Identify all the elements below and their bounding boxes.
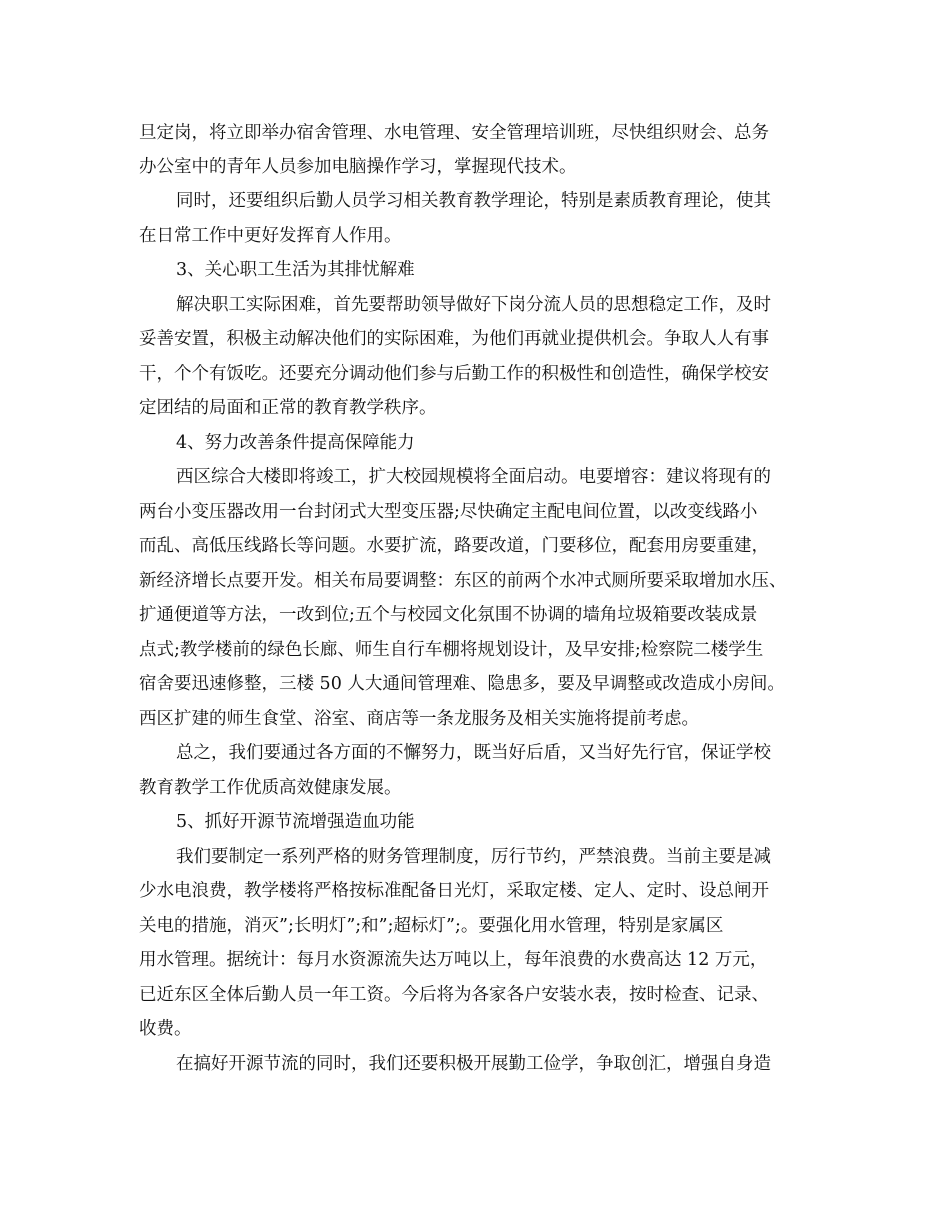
text-line: 总之，我们要通过各方面的不懈努力，既当好后盾，又当好先行官，保证学校 bbox=[176, 743, 771, 763]
section-heading: 5、抓好开源节流增强造血功能 bbox=[176, 812, 415, 832]
section-heading: 4、努力改善条件提高保障能力 bbox=[176, 433, 415, 453]
text-line: 在搞好开源节流的同时，我们还要积极开展勤工俭学，争取创汇，增强自身造 bbox=[176, 1054, 771, 1074]
text-line: 收费。 bbox=[139, 1019, 192, 1039]
text-line: 用水管理。据统计：每月水资源流失达万吨以上，每年浪费的水费高达 12 万元， bbox=[139, 950, 768, 970]
text-line: 干，个个有饭吃。还要充分调动他们参与后勤工作的积极性和创造性，确保学校安 bbox=[139, 364, 769, 384]
text-line: 而乱、高低压线路长等问题。水要扩流，路要改道，门要移位，配套用房要重建， bbox=[139, 536, 769, 556]
text-line: 解决职工实际困难，首先要帮助领导做好下岗分流人员的思想稳定工作，及时 bbox=[176, 295, 771, 315]
text-line: 两台小变压器改用一台封闭式大型变压器;尽快确定主配电间位置，以改变线路小 bbox=[139, 502, 758, 522]
text-line: 办公室中的青年人员参加电脑操作学习，掌握现代技术。 bbox=[139, 157, 577, 177]
text-line: 定团结的局面和正常的教育教学秩序。 bbox=[139, 398, 437, 418]
text-line: 我们要制定一系列严格的财务管理制度，厉行节约，严禁浪费。当前主要是减 bbox=[176, 847, 771, 867]
section-heading: 3、关心职工生活为其排忧解难 bbox=[176, 260, 415, 280]
text-line: 旦定岗，将立即举办宿舍管理、水电管理、安全管理培训班，尽快组织财会、总务 bbox=[139, 123, 769, 143]
text-line: 已近东区全体后勤人员一年工资。今后将为各家各户安装水表，按时检查、记录、 bbox=[139, 985, 769, 1005]
text-line: 点式;教学楼前的绿色长廊、师生自行车棚将规划设计，及早安排;检察院二楼学生 bbox=[139, 640, 764, 660]
text-line: 关电的措施，消灭”;长明灯”;和”;超标灯”;。要强化用水管理，特别是家属区 bbox=[139, 916, 724, 936]
text-line: 教育教学工作优质高效健康发展。 bbox=[139, 778, 402, 798]
text-line: 在日常工作中更好发挥育人作用。 bbox=[139, 226, 402, 246]
text-line: 同时，还要组织后勤人员学习相关教育教学理论，特别是素质教育理论，使其 bbox=[176, 191, 771, 211]
text-line: 西区综合大楼即将竣工，扩大校园规模将全面启动。电要增容：建议将现有的 bbox=[176, 467, 771, 487]
text-line: 少水电浪费，教学楼将严格按标准配备日光灯，采取定楼、定人、定时、设总闸开 bbox=[139, 881, 769, 901]
text-line: 扩通便道等方法，一改到位;五个与校园文化氛围不协调的墙角垃圾箱要改装成景 bbox=[139, 605, 758, 625]
text-line: 新经济增长点要开发。相关布局要调整：东区的前两个水冲式厕所要采取增加水压、 bbox=[139, 571, 787, 591]
text-line: 妥善安置，积极主动解决他们的实际困难，为他们再就业提供机会。争取人人有事 bbox=[139, 329, 769, 349]
text-line: 宿舍要迅速修整，三楼 50 人大通间管理难、隐患多，要及早调整或改造成小房间。 bbox=[139, 674, 785, 694]
text-line: 西区扩建的师生食堂、浴室、商店等一条龙服务及相关实施将提前考虑。 bbox=[139, 709, 699, 729]
